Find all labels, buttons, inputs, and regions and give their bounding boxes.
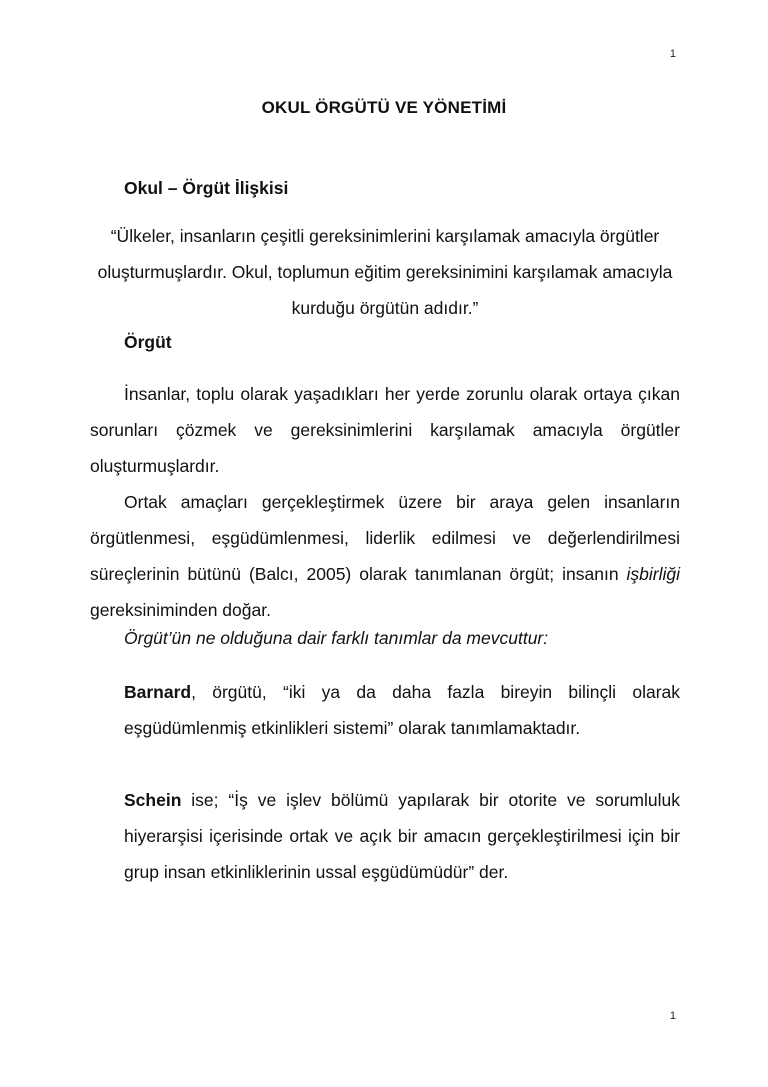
definitions-intro: Örgüt’ün ne olduğuna dair farklı tanımlar da mevcuttur: [124, 628, 549, 648]
intro-quote: “Ülkeler, insanların çeşitli gereksinimlerini karşılamak amacıyla örgütler oluşturmuşlardır. Okul, toplumun eğitim gereksinimini karşılamak amacıyla kurduğu örgütün adıdır.” [97, 226, 673, 318]
definition-barnard-text: , örgütü, “iki ya da daha fazla bireyin bilinçli olarak eşgüdümlenmiş etkinlikleri sistemi” olarak tanımlamaktadır. [124, 682, 680, 738]
definition-schein-text: ise; “İş ve işlev bölümü yapılarak bir otorite ve sorumluluk hiyerarşisi içerisinde ortak ve açık bir amacın gerçekleştirilmesi için bir grup insan etkinliklerinin ussal eşgüdümüdür” der. [124, 790, 680, 882]
section-heading-okul-orgut: Okul – Örgüt İlişkisi [124, 178, 289, 198]
paragraph-2-text-a: Ortak amaçları gerçekleştirmek üzere bir araya gelen insanların örgütlenmesi, eşgüdümlenmesi, liderlik edilmesi ve değerlendirilmesi süreçlerinin bütünü (Balcı, 2005) olarak tanımlanan örgüt; insanın [90, 492, 680, 584]
paragraph-2-text-b: gereksiniminden doğar. [90, 600, 271, 620]
definition-schein-name: Schein [124, 790, 182, 810]
paragraph-1 [90, 376, 680, 484]
definition-barnard [124, 674, 680, 746]
definition-barnard-name: Barnard [124, 682, 192, 702]
paragraph-2-emphasis: işbirliği [626, 564, 680, 584]
page-number-top: 1 [669, 48, 676, 60]
section-heading-orgut: Örgüt [124, 332, 172, 352]
page-number-bottom: 1 [669, 1010, 676, 1022]
definition-schein [124, 782, 680, 890]
paragraph-2 [90, 484, 680, 628]
document-title: OKUL ÖRGÜTÜ VE YÖNETİMİ [261, 98, 507, 117]
paragraph-1-text: İnsanlar, toplu olarak yaşadıkları her yerde zorunlu olarak ortaya çıkan sorunları çözmek ve gereksinimlerini karşılamak amacıyla örgütler oluşturmuşlardır. [90, 384, 680, 476]
